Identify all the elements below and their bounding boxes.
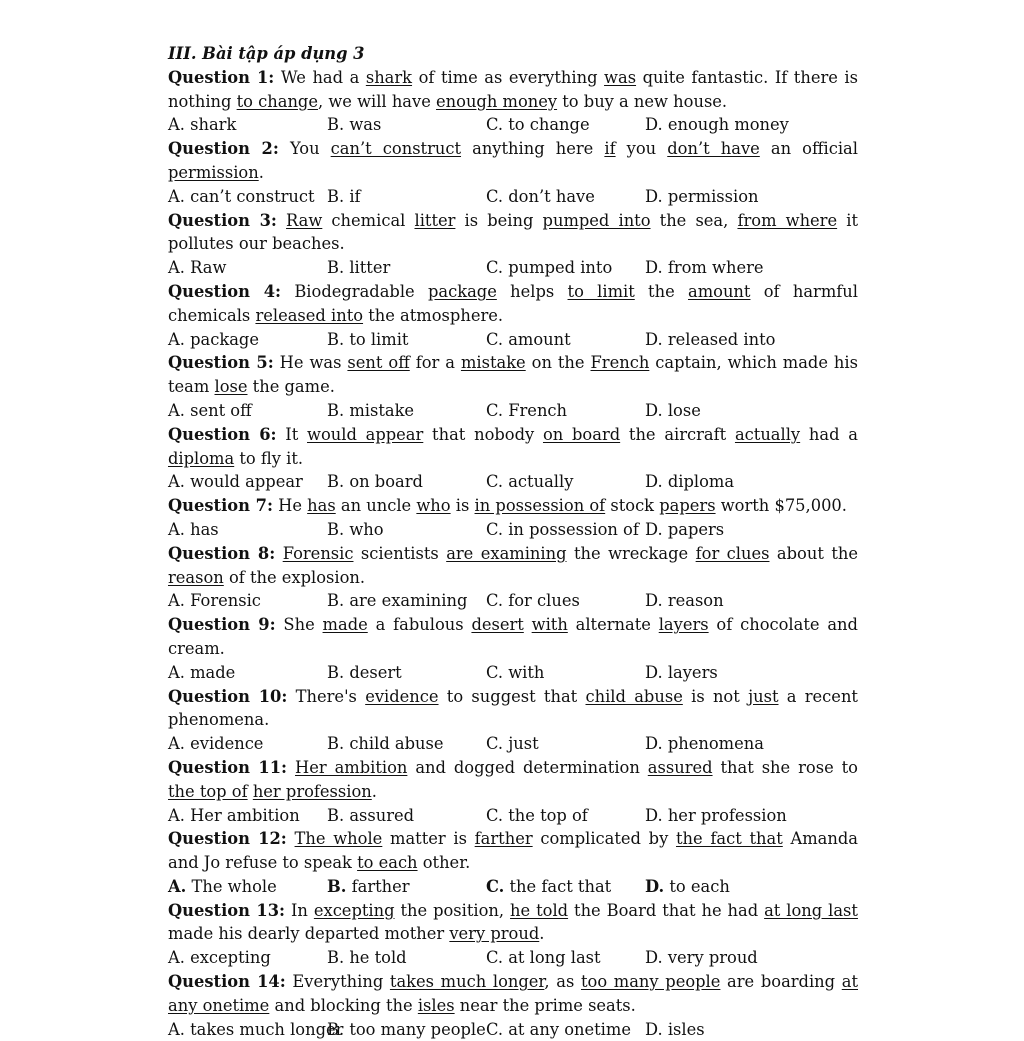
question-text bbox=[168, 351, 858, 399]
answer-option-b: B. litter bbox=[327, 258, 391, 278]
question-block bbox=[168, 137, 858, 208]
question-block bbox=[168, 280, 858, 351]
underlined-phrase: at long last bbox=[764, 900, 858, 920]
question-fragment: other. bbox=[417, 853, 471, 873]
question-block bbox=[168, 351, 858, 422]
question-fragment: the bbox=[634, 281, 688, 301]
question-block bbox=[168, 756, 858, 827]
answer-option-a: A. Forensic bbox=[168, 591, 261, 611]
question-label: Question 5: bbox=[168, 353, 274, 373]
answer-option-c: C. just bbox=[486, 734, 539, 754]
answer-option-b: B. he told bbox=[327, 948, 407, 968]
question-fragment: that nobody bbox=[423, 424, 543, 444]
answer-option-b: B. mistake bbox=[327, 400, 415, 420]
option-letter: C. bbox=[486, 876, 505, 896]
question-fragment bbox=[287, 829, 295, 848]
question-fragment: of harmful chemicals bbox=[168, 281, 858, 325]
answer-option-c: C. pumped into bbox=[486, 258, 613, 278]
answer-option-d: D. released into bbox=[645, 329, 776, 349]
question-text bbox=[168, 209, 858, 257]
question-fragment: the game. bbox=[247, 377, 335, 397]
question-block bbox=[168, 494, 858, 542]
question-block bbox=[168, 542, 858, 613]
answer-options bbox=[168, 804, 858, 828]
answer-option-d: D. permission bbox=[645, 186, 759, 206]
question-block bbox=[168, 827, 858, 898]
question-fragment: alternate bbox=[567, 615, 659, 635]
answer-option-d: D. from where bbox=[645, 258, 764, 278]
question-fragment: it pollutes our beaches. bbox=[168, 210, 858, 254]
question-block bbox=[168, 423, 858, 494]
question-block bbox=[168, 613, 858, 684]
question-fragment: you bbox=[615, 139, 668, 159]
question-label: Question 8: bbox=[168, 543, 276, 563]
underlined-phrase: in possession of bbox=[474, 496, 606, 516]
question-fragment: an uncle bbox=[335, 496, 417, 516]
answer-options bbox=[168, 470, 858, 494]
underlined-phrase: package bbox=[427, 281, 497, 301]
answer-option-b: B. child abuse bbox=[327, 734, 444, 754]
question-fragment: the sea, bbox=[650, 210, 738, 230]
question-fragment: the wreckage bbox=[566, 543, 696, 563]
underlined-phrase: from where bbox=[737, 210, 838, 230]
underlined-phrase: made bbox=[322, 615, 368, 635]
underlined-phrase: actually bbox=[734, 424, 801, 444]
underlined-phrase: has bbox=[307, 496, 336, 516]
answer-option-a: A. takes much longer bbox=[168, 1019, 344, 1039]
question-fragment: near the prime seats. bbox=[454, 995, 636, 1015]
section-heading: III. Bài tập áp dụng 3 bbox=[168, 44, 365, 63]
underlined-phrase: was bbox=[604, 67, 637, 87]
question-fragment: had a bbox=[800, 424, 858, 444]
option-letter: D. bbox=[645, 876, 665, 896]
answer-option-a: A. sent off bbox=[168, 400, 252, 420]
answer-options bbox=[168, 946, 858, 970]
question-label: Question 4: bbox=[168, 281, 282, 301]
underlined-phrase: Forensic bbox=[282, 543, 354, 563]
question-fragment bbox=[275, 544, 282, 563]
question-fragment: worth $75,000. bbox=[715, 496, 847, 516]
underlined-phrase: sent off bbox=[347, 353, 410, 373]
question-text bbox=[168, 542, 858, 590]
answer-option-a: A. can’t construct bbox=[168, 186, 315, 206]
question-fragment: is bbox=[450, 496, 475, 516]
question-text bbox=[168, 137, 858, 185]
answer-option-c: C. don’t have bbox=[486, 186, 595, 206]
question-fragment: the aircraft bbox=[620, 424, 735, 444]
underlined-phrase: don’t have bbox=[667, 139, 760, 159]
question-fragment: . bbox=[539, 924, 545, 944]
question-label: Question 14: bbox=[168, 972, 286, 992]
question-text bbox=[168, 756, 858, 804]
underlined-phrase: evidence bbox=[365, 686, 439, 706]
underlined-phrase: mistake bbox=[460, 353, 526, 373]
answer-options bbox=[168, 399, 858, 423]
question-label: Question 7: bbox=[168, 496, 273, 516]
answer-option-c: C. the top of bbox=[486, 805, 588, 825]
underlined-phrase: who bbox=[416, 496, 451, 516]
question-fragment: scientists bbox=[353, 543, 447, 563]
question-text bbox=[168, 827, 858, 875]
underlined-phrase: pumped into bbox=[542, 210, 651, 230]
underlined-phrase: farther bbox=[474, 829, 533, 849]
answer-option-d: D. papers bbox=[645, 519, 725, 539]
answer-option-a: A. has bbox=[168, 519, 219, 539]
answer-option-d: D. reason bbox=[645, 591, 724, 611]
underlined-phrase: with bbox=[531, 615, 568, 635]
answer-option-c: C. actually bbox=[486, 472, 574, 492]
underlined-phrase: desert bbox=[471, 615, 524, 635]
answer-option-d: D. her profession bbox=[645, 805, 787, 825]
question-fragment: of chocolate and cream. bbox=[168, 615, 858, 658]
question-text bbox=[168, 280, 858, 328]
question-label: Question 3: bbox=[168, 210, 277, 230]
question-fragment: complicated by bbox=[532, 829, 676, 849]
underlined-phrase: to limit bbox=[567, 281, 635, 301]
exercise-document bbox=[168, 42, 858, 1041]
underlined-phrase: permission bbox=[168, 162, 259, 182]
underlined-phrase: lose bbox=[214, 377, 248, 397]
answer-option-d: D. very proud bbox=[645, 948, 758, 968]
underlined-phrase: enough money bbox=[436, 91, 558, 111]
underlined-phrase: Her ambition bbox=[295, 757, 408, 777]
answer-option-c: C. French bbox=[486, 400, 568, 420]
underlined-phrase: for clues bbox=[695, 543, 770, 563]
underlined-phrase: very proud bbox=[449, 924, 540, 944]
question-text bbox=[168, 685, 858, 733]
question-text bbox=[168, 423, 858, 471]
question-fragment: It bbox=[276, 424, 308, 444]
underlined-phrase: shark bbox=[365, 67, 413, 87]
question-fragment: to fly it. bbox=[234, 448, 304, 468]
underlined-phrase: are examining bbox=[446, 543, 567, 563]
answer-option-c: C. in possession of bbox=[486, 519, 639, 539]
question-block bbox=[168, 685, 858, 756]
answer-option-b: B. farther bbox=[327, 876, 410, 896]
question-fragment: Everything bbox=[285, 972, 390, 992]
answer-options bbox=[168, 1018, 858, 1041]
answer-options bbox=[168, 589, 858, 613]
question-block bbox=[168, 66, 858, 137]
answer-option-c: C. to change bbox=[486, 115, 590, 135]
question-block bbox=[168, 899, 858, 970]
answer-option-b: B. to limit bbox=[327, 329, 409, 349]
underlined-phrase: isles bbox=[417, 995, 455, 1015]
question-label: Question 10: bbox=[168, 686, 288, 706]
answer-options bbox=[168, 661, 858, 685]
answer-option-b: B. was bbox=[327, 115, 382, 135]
question-fragment: the position, bbox=[394, 900, 511, 920]
question-fragment bbox=[287, 758, 295, 777]
underlined-phrase: to each bbox=[357, 853, 418, 873]
underlined-phrase: layers bbox=[658, 615, 709, 635]
answer-option-d: D. layers bbox=[645, 662, 718, 682]
question-fragment: stock bbox=[605, 496, 660, 516]
answer-option-d: D. isles bbox=[645, 1019, 705, 1039]
answer-option-b: B. who bbox=[327, 519, 384, 539]
question-fragment: matter is bbox=[382, 829, 475, 849]
underlined-phrase: released into bbox=[255, 305, 364, 325]
question-label: Question 2: bbox=[168, 139, 279, 159]
question-fragment: about the bbox=[769, 543, 858, 563]
answer-option-c: C. at long last bbox=[486, 948, 601, 968]
question-fragment: is being bbox=[455, 210, 543, 230]
answer-option-d: D. phenomena bbox=[645, 734, 764, 754]
option-letter: B. bbox=[327, 876, 347, 896]
underlined-phrase: if bbox=[604, 139, 616, 159]
underlined-phrase: diploma bbox=[168, 448, 235, 468]
question-fragment: on the bbox=[525, 353, 591, 373]
question-fragment: for a bbox=[409, 353, 461, 373]
answer-option-b: B. on board bbox=[327, 472, 423, 492]
answer-options bbox=[168, 518, 858, 542]
underlined-phrase: The whole bbox=[294, 829, 383, 849]
answer-options bbox=[168, 875, 858, 899]
answer-option-b: B. assured bbox=[327, 805, 415, 825]
answer-options bbox=[168, 328, 858, 352]
question-fragment: , we will have bbox=[317, 91, 437, 111]
question-label: Question 11: bbox=[168, 757, 288, 777]
question-fragment bbox=[277, 211, 286, 230]
question-fragment bbox=[524, 615, 532, 634]
question-text bbox=[168, 899, 858, 947]
answer-option-d: D. enough money bbox=[645, 115, 789, 135]
answer-options bbox=[168, 113, 858, 137]
answer-options bbox=[168, 185, 858, 209]
question-fragment: are boarding bbox=[720, 972, 842, 992]
question-fragment: of the explosion. bbox=[223, 567, 366, 587]
underlined-phrase: can’t construct bbox=[330, 139, 462, 159]
answer-option-a: A. Her ambition bbox=[168, 805, 300, 825]
answer-options bbox=[168, 732, 858, 756]
underlined-phrase: Raw bbox=[286, 210, 323, 230]
question-fragment: We had a bbox=[274, 67, 366, 87]
question-text bbox=[168, 613, 858, 661]
question-fragment: a fabulous bbox=[367, 615, 472, 635]
answer-option-d: D. lose bbox=[645, 400, 701, 420]
answer-option-a: A. package bbox=[168, 329, 259, 349]
question-fragment: to suggest that bbox=[438, 686, 586, 706]
question-fragment: captain, which made his team bbox=[168, 353, 858, 397]
question-fragment: quite fantastic. If there is nothing bbox=[168, 67, 858, 111]
question-label: Question 1: bbox=[168, 67, 275, 87]
underlined-phrase: too many people bbox=[580, 972, 721, 992]
answer-option-b: B. if bbox=[327, 186, 361, 206]
question-fragment: and dogged determination bbox=[407, 757, 648, 777]
question-fragment: the Board that he had bbox=[568, 900, 765, 920]
underlined-phrase: takes much longer bbox=[389, 972, 545, 992]
question-fragment: There's bbox=[287, 686, 366, 706]
underlined-phrase: the top of bbox=[168, 781, 248, 801]
underlined-phrase: excepting bbox=[313, 900, 395, 920]
underlined-phrase: he told bbox=[510, 900, 569, 920]
option-letter: A. bbox=[168, 876, 187, 896]
question-fragment: Amanda and Jo refuse to speak bbox=[168, 829, 858, 873]
question-fragment: He bbox=[272, 496, 308, 516]
answer-option-a: A. would appear bbox=[168, 472, 303, 492]
answer-option-c: C. the fact that bbox=[486, 876, 612, 896]
question-fragment: You bbox=[278, 139, 331, 159]
question-fragment: Biodegradable bbox=[281, 281, 428, 301]
question-label: Question 12: bbox=[168, 829, 287, 849]
answer-option-c: C. with bbox=[486, 662, 545, 682]
question-list bbox=[168, 66, 858, 1041]
underlined-phrase: her profession bbox=[252, 781, 372, 801]
underlined-phrase: child abuse bbox=[585, 686, 683, 706]
question-fragment: the atmosphere. bbox=[363, 305, 504, 325]
answer-option-b: B. are examining bbox=[327, 591, 468, 611]
question-text bbox=[168, 494, 858, 518]
underlined-phrase: litter bbox=[414, 210, 456, 230]
answer-option-c: C. for clues bbox=[486, 591, 580, 611]
question-fragment: to buy a new house. bbox=[557, 91, 728, 111]
answer-option-b: B. too many people bbox=[327, 1019, 486, 1039]
answer-option-a: A. excepting bbox=[168, 948, 271, 968]
question-block bbox=[168, 209, 858, 280]
question-fragment: . bbox=[258, 162, 264, 182]
question-fragment: , as bbox=[544, 972, 581, 992]
answer-option-a: A. Raw bbox=[168, 258, 227, 278]
underlined-phrase: papers bbox=[659, 496, 716, 516]
question-fragment: is not bbox=[682, 686, 749, 706]
underlined-phrase: just bbox=[748, 686, 779, 706]
question-label: Question 6: bbox=[168, 424, 277, 444]
question-fragment: and blocking the bbox=[269, 995, 418, 1015]
underlined-phrase: the fact that bbox=[676, 829, 783, 849]
question-fragment: that she rose to bbox=[712, 757, 858, 777]
answer-option-d: D. to each bbox=[645, 876, 730, 896]
question-label: Question 9: bbox=[168, 615, 276, 635]
question-label: Question 13: bbox=[168, 900, 286, 920]
question-fragment: made his dearly departed mother bbox=[168, 924, 450, 944]
question-fragment: of time as everything bbox=[412, 67, 605, 87]
question-fragment: anything here bbox=[461, 139, 605, 159]
answer-option-a: A. made bbox=[168, 662, 236, 682]
underlined-phrase: French bbox=[590, 353, 650, 373]
question-fragment: helps bbox=[496, 281, 568, 301]
question-fragment: In bbox=[285, 900, 314, 920]
answer-option-a: A. shark bbox=[168, 115, 237, 135]
underlined-phrase: reason bbox=[168, 567, 224, 587]
answer-option-c: C. at any onetime bbox=[486, 1019, 631, 1039]
question-text bbox=[168, 970, 858, 1018]
answer-option-d: D. diploma bbox=[645, 472, 735, 492]
question-fragment: a recent phenomena. bbox=[168, 686, 858, 730]
answer-option-c: C. amount bbox=[486, 329, 571, 349]
question-fragment: an official bbox=[759, 139, 858, 159]
underlined-phrase: at any onetime bbox=[168, 972, 858, 1015]
answer-option-a: A. evidence bbox=[168, 734, 264, 754]
underlined-phrase: assured bbox=[647, 757, 713, 777]
underlined-phrase: amount bbox=[688, 281, 751, 301]
answer-option-b: B. desert bbox=[327, 662, 402, 682]
question-fragment: . bbox=[371, 781, 377, 801]
answer-option-a: A. The whole bbox=[168, 876, 277, 896]
question-block bbox=[168, 970, 858, 1041]
question-fragment: She bbox=[275, 615, 323, 635]
question-fragment: He was bbox=[273, 353, 348, 373]
question-fragment: chemical bbox=[322, 210, 415, 230]
underlined-phrase: would appear bbox=[307, 424, 424, 444]
question-text bbox=[168, 66, 858, 114]
underlined-phrase: on board bbox=[542, 424, 621, 444]
answer-options bbox=[168, 256, 858, 280]
underlined-phrase: to change bbox=[236, 91, 318, 111]
